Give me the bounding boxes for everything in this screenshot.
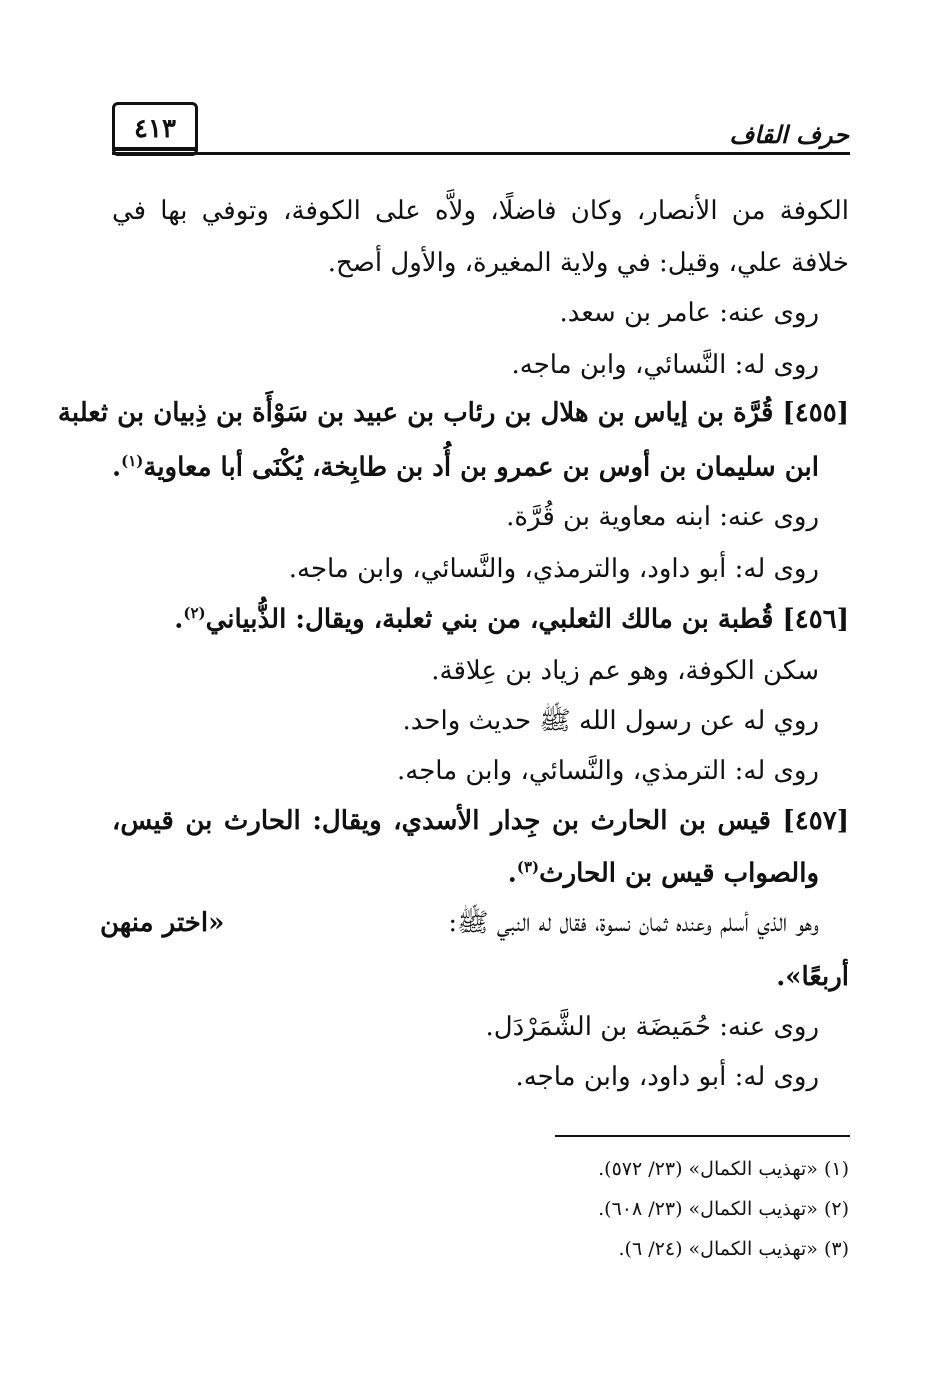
text-line: روى عنه: حُمَيضَة بن الشَّمَرْدَل. bbox=[485, 1012, 819, 1042]
entry-457-heading-cont bbox=[508, 858, 819, 890]
text-line: روى له: أبو داود، وابن ماجه. bbox=[515, 1062, 819, 1092]
hadith-quote-end: أربعًا». bbox=[776, 962, 849, 992]
text-line: روى له: الترمذي، والنَّسائي، وابن ماجه. bbox=[397, 756, 819, 786]
entry-455-text: ابن سليمان بن أوس بن عمرو بن أُد بن طابِخة، يُكْنَى أبا معاوية bbox=[143, 452, 819, 483]
footnote-separator bbox=[555, 1135, 850, 1137]
footnote-ref-2[interactable]: (٢) bbox=[183, 604, 206, 622]
footnote-1: (١) «تهذيب الكمال» (٢٣/ ٥٧٢). bbox=[598, 1158, 849, 1180]
running-header-title: حرف القاف bbox=[729, 120, 849, 149]
period: . bbox=[174, 604, 184, 635]
entry-455-heading: [٤٥٥] قُرَّة بن إياس بن هلال بن رئاب بن عبيد بن سَوْأَة بن ذِبيان بن ثعلبة bbox=[57, 398, 849, 428]
text-line: خلافة علي، وقيل: في ولاية المغيرة، والأول أصح. bbox=[327, 248, 849, 278]
hadith-intro: وهو الذي أسلم وعنده ثمان نسوة، فقال له النبي ﷺ: bbox=[448, 908, 819, 938]
footnote-3: (٣) «تهذيب الكمال» (٢٤/ ٦). bbox=[618, 1238, 849, 1260]
footnote-ref-1[interactable]: (١) bbox=[121, 452, 144, 470]
period: . bbox=[507, 858, 517, 889]
hadith-quote-start: «اختر منهن bbox=[100, 908, 225, 938]
entry-456-heading bbox=[174, 604, 849, 636]
text-line: سكن الكوفة، وهو عم زياد بن عِلاقة. bbox=[431, 656, 819, 686]
text-line: روى له: النَّسائي، وابن ماجه. bbox=[511, 350, 819, 380]
page-number: ٤١٣ bbox=[134, 114, 176, 144]
footnote-ref-3[interactable]: (٣) bbox=[516, 858, 540, 876]
text-line: الكوفة من الأنصار، وكان فاضلًا، ولاَّه على الكوفة، وتوفي بها في bbox=[112, 196, 849, 226]
text-line: روى عنه: ابنه معاوية بن قُرَّة. bbox=[506, 502, 819, 532]
text-line: روي له عن رسول الله ﷺ حديث واحد. bbox=[402, 706, 819, 736]
text-line-hadith bbox=[100, 908, 819, 939]
page-box-shadow bbox=[112, 147, 196, 151]
entry-457-heading: [٤٥٧] قيس بن الحارث بن جِدار الأسدي، ويقال: الحارث بن قيس، bbox=[112, 806, 849, 836]
entry-456-text: [٤٥٦] قُطبة بن مالك الثعلبي، من بني ثعلبة، ويقال: الذُّبياني bbox=[205, 604, 849, 635]
period: . bbox=[112, 452, 122, 483]
text-line: روى عنه: عامر بن سعد. bbox=[559, 298, 819, 328]
footnote-2: (٢) «تهذيب الكمال» (٢٣/ ٦٠٨). bbox=[598, 1198, 849, 1220]
text-line: روى له: أبو داود، والترمذي، والنَّسائي، وابن ماجه. bbox=[288, 554, 819, 584]
entry-455-heading-cont bbox=[112, 452, 819, 484]
header-rule bbox=[112, 152, 850, 155]
entry-457-text: والصواب قيس بن الحارث bbox=[539, 858, 819, 889]
